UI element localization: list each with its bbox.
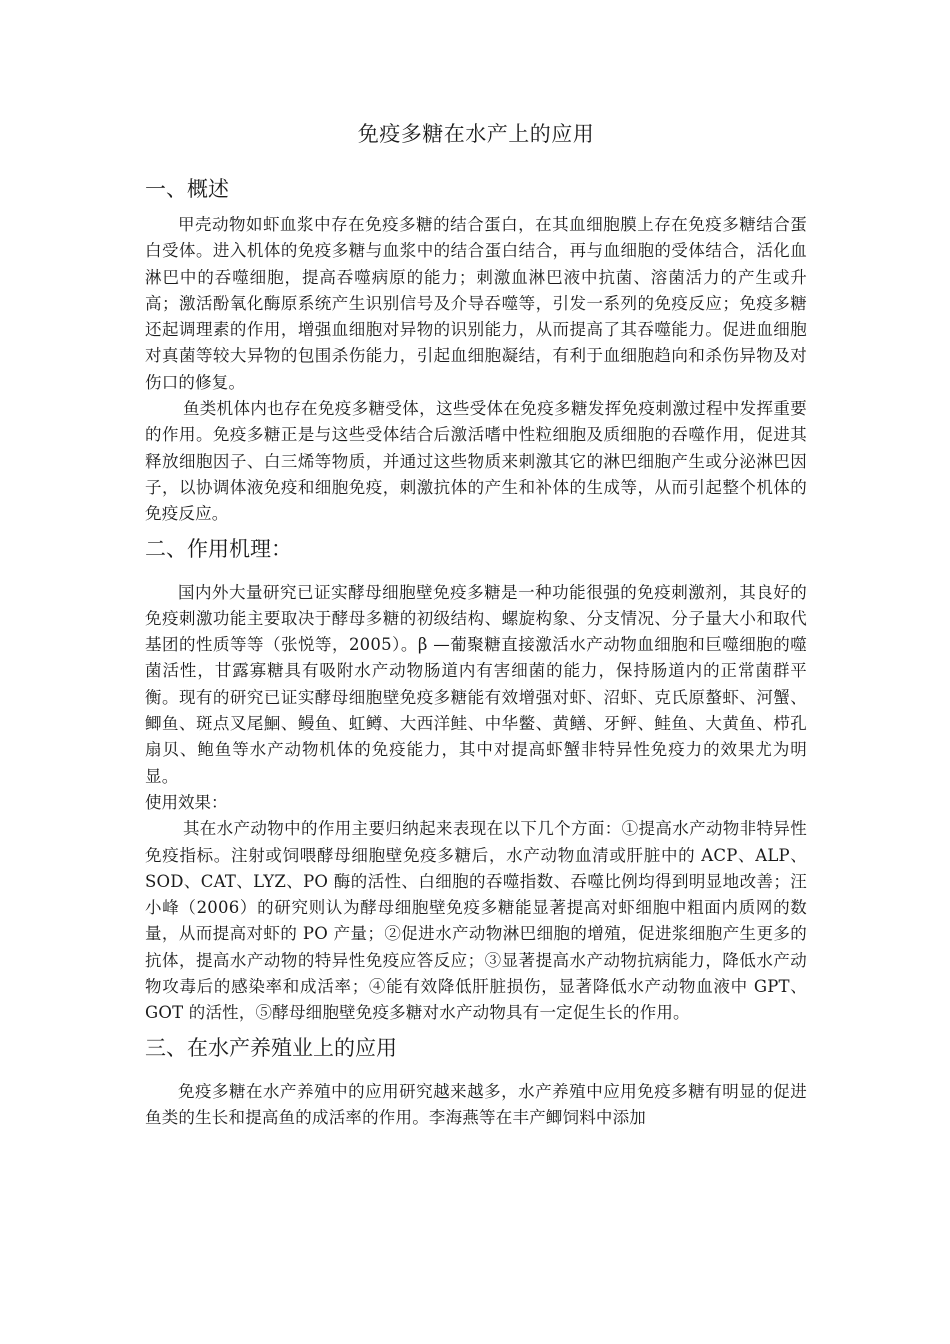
paragraph-overview-1: 甲壳动物如虾血浆中存在免疫多糖的结合蛋白，在其血细胞膜上存在免疫多糖结合蛋白受体。进入机体的免疫多糖与血浆中的结合蛋白结合，再与血细胞的受体结合，活化血淋巴中的吞噬细胞，提高吞噬病原的能力；刺激血淋巴液中抗菌、溶菌活力的产生或升高；激活酚氧化酶原系统产生识别信号及介导吞噬等，引发一系列的免疫反应；免疫多糖还起调理素的作用，增强血细胞对异物的识别能力，从而提高了其吞噬能力。促进血细胞对真菌等较大异物的包围杀伤能力，引起血细胞凝结，有利于血细胞趋向和杀伤异物及对伤口的修复。 <box>145 215 807 392</box>
paragraph-aquaculture: 免疫多糖在水产养殖中的应用研究越来越多，水产养殖中应用免疫多糖有明显的促进鱼类的生长和提高鱼的成活率的作用。李海燕等在丰产鲫饲料中添加 <box>145 1081 807 1127</box>
paragraph-mechanism: 国内外大量研究已证实酵母细胞壁免疫多糖是一种功能很强的免疫刺激剂，其良好的免疫刺激功能主要取决于酵母多糖的初级结构、螺旋构象、分支情况、分子量大小和取代基团的性质等等（张悦等，2005）。β —葡聚糖直接激活水产动物血细胞和巨噬细胞的噬菌活性，甘露寡糖具有吸附水产动物肠道内有害细菌的能力，保持肠道内的正常菌群平衡。现有的研究已证实酵母细胞壁免疫多糖能有效增强对虾、沼虾、克氏原螯虾、河蟹、鲫鱼、斑点叉尾鮰、鳗鱼、虹鳟、大西洋鲑、中华鳖、黄鳝、牙鲆、鲑鱼、大黄鱼、栉孔扇贝、鲍鱼等水产动物机体的免疫能力，其中对提高虾蟹非特异性免疫力的效果尤为明显。 <box>145 582 807 786</box>
paragraph-overview-2: 鱼类机体内也存在免疫多糖受体，这些受体在免疫多糖发挥免疫刺激过程中发挥重要的作用。免疫多糖正是与这些受体结合后激活嗜中性粒细胞及质细胞的吞噬作用，促进其释放细胞因子、白三烯等物质，并通过这些物质来刺激其它的淋巴细胞产生或分泌淋巴因子，以协调体液免疫和细胞免疫，刺激抗体的产生和补体的生成等，从而引起整个机体的免疫反应。 <box>145 399 807 524</box>
section-heading-aquaculture: 三、在水产养殖业上的应用 <box>145 1035 397 1060</box>
usage-effects-label: 使用效果： <box>145 792 228 812</box>
paragraph-usage-effects: 其在水产动物中的作用主要归纳起来表现在以下几个方面：①提高水产动物非特异性免疫指标。注射或饲喂酵母细胞壁免疫多糖后，水产动物血清或肝脏中的 ACP、ALP、SOD、CAT、LYZ、PO 酶的活性、白细胞的吞噬指数、吞噬比例均得到明显地改善；汪小峰（2006）的研究则认为酵母细胞壁免疫多糖能显著提高对虾细胞中粗面内质网的数量，从而提高对虾的 PO 产量；②促进水产动物淋巴细胞的增殖，促进浆细胞产生更多的抗体，提高水产动物的特异性免疫应答反应；③显著提高水产动物抗病能力，降低水产动物攻毒后的感染率和成活率；④能有效降低肝脏损伤，显著降低水产动物血液中 GPT、GOT 的活性，⑤酵母细胞壁免疫多糖对水产动物具有一定促生长的作用。 <box>145 819 807 1023</box>
document-title: 免疫多糖在水产上的应用 <box>357 122 595 146</box>
document-body <box>145 118 807 1131</box>
section-heading-overview: 一、概述 <box>145 177 229 201</box>
section-heading-mechanism: 二、作用机理： <box>145 536 292 561</box>
